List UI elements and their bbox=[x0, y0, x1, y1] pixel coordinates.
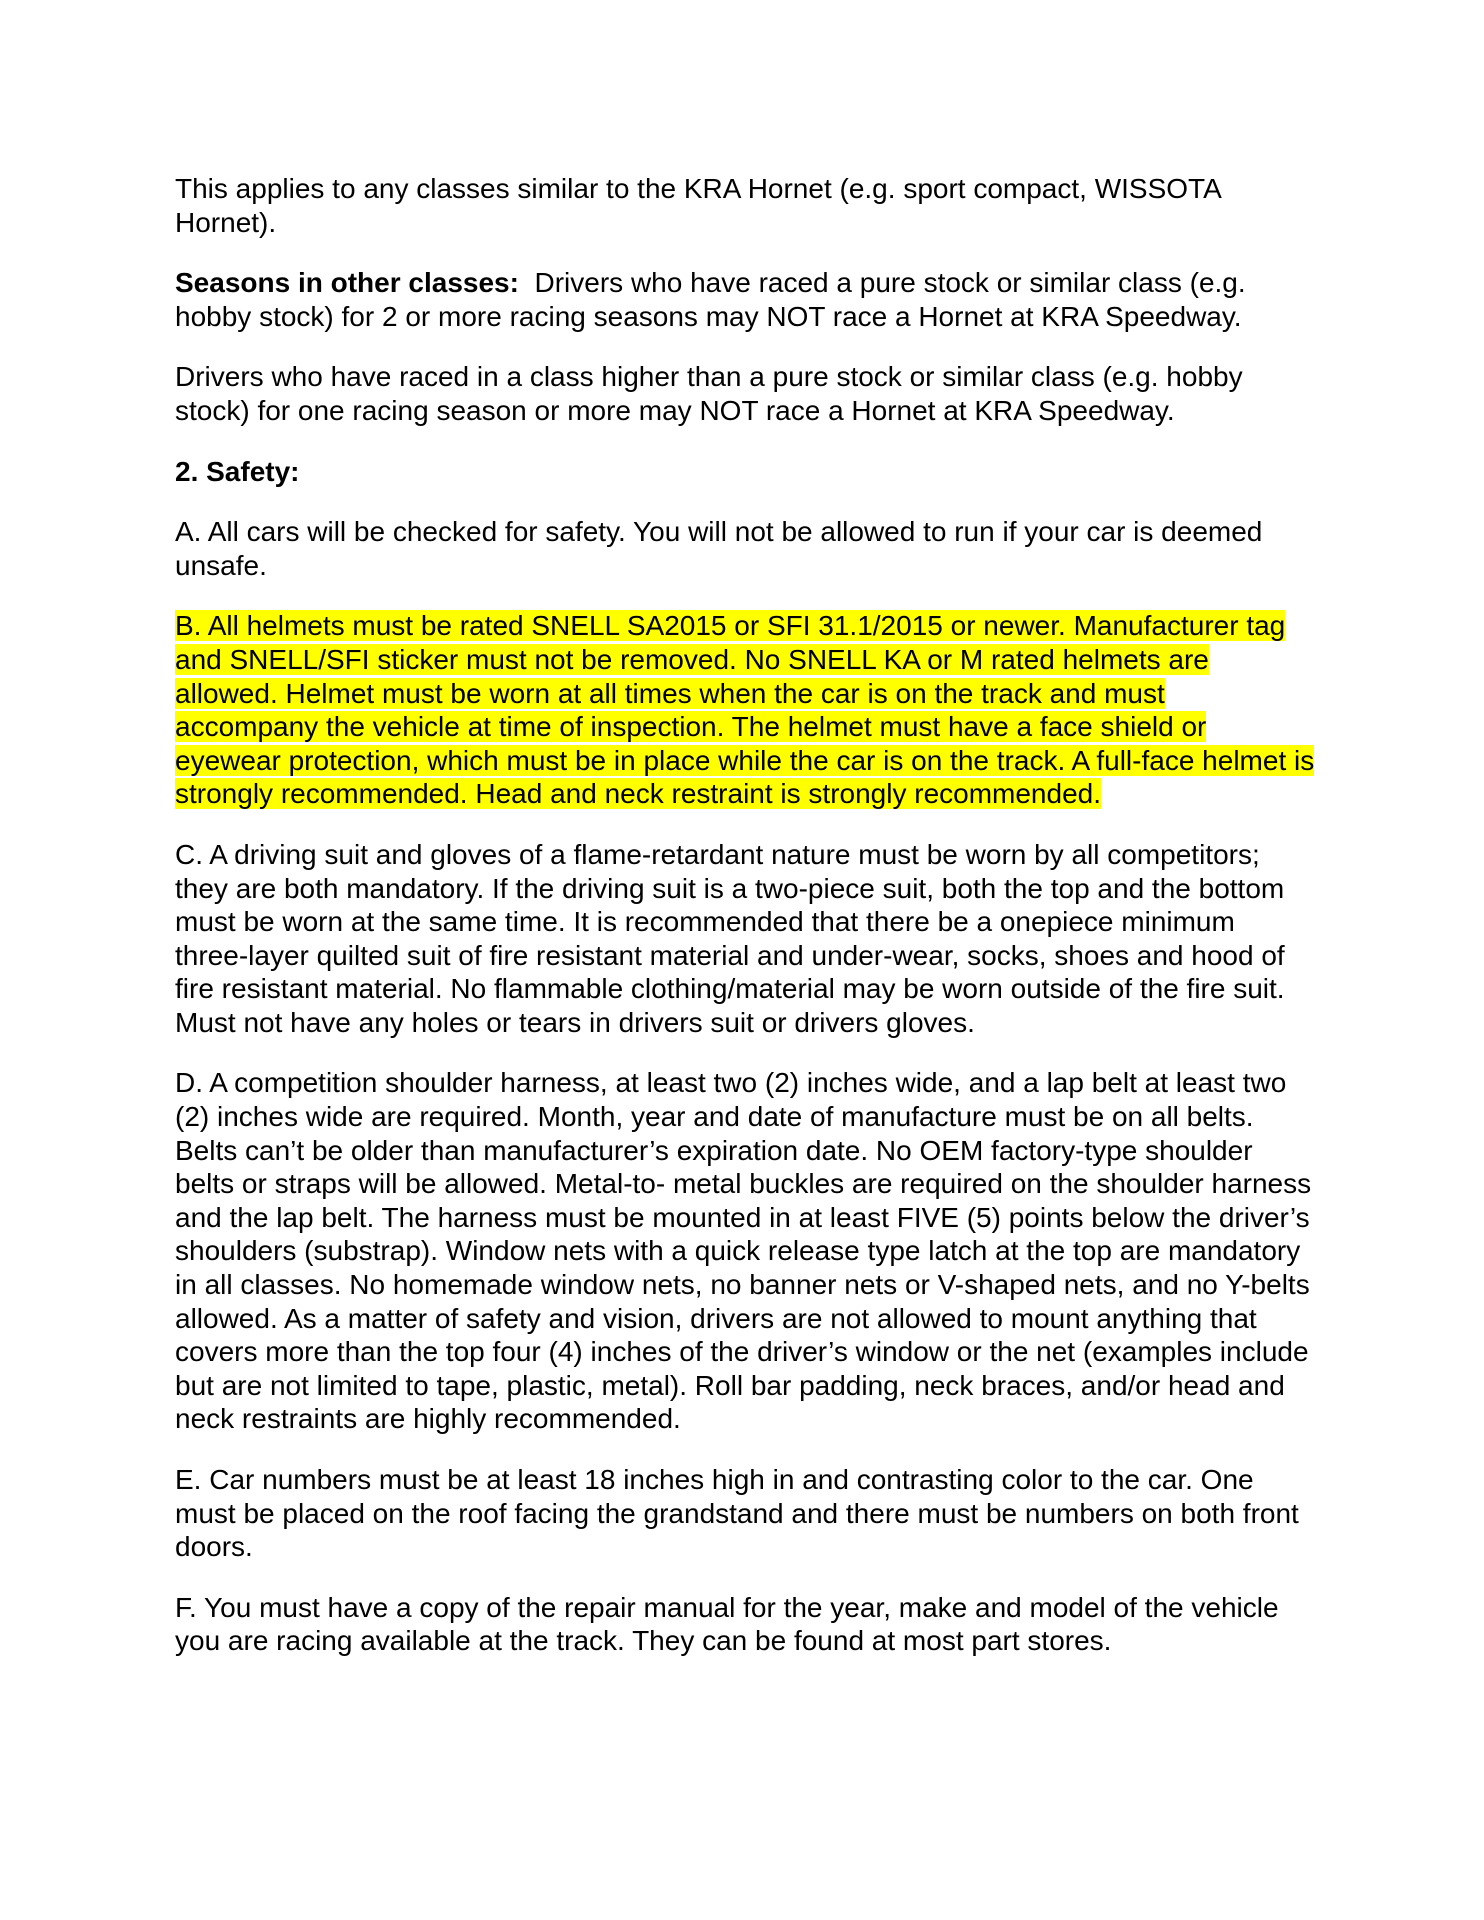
safety-item-a: A. All cars will be checked for safety. You will not be allowed to run if your car is deemed unsafe. bbox=[175, 516, 1263, 581]
seasons-paragraph bbox=[175, 266, 1315, 333]
safety-item-c: C. A driving suit and gloves of a flame-retardant nature must be worn by all competitors; they are both mandatory. If the driving suit is a two-piece suit, both the top and the bottom must be worn at the same time. It is recommended that there be a onepiece minimum three-layer quilted suit of fire resistant material and under-wear, socks, shoes and hood of fire resistant material. No flammable clothing/material may be worn outside of the fire suit. Must not have any holes or tears in drivers suit or drivers gloves. bbox=[175, 838, 1285, 1038]
safety-item-f: F. You must have a copy of the repair manual for the year, make and model of the vehicle you are racing available at the track. They can be found at most part stores. bbox=[175, 1591, 1279, 1657]
safety-item-b bbox=[175, 609, 1315, 811]
document-page bbox=[175, 172, 1315, 1685]
intro-paragraph: This applies to any classes similar to the KRA Hornet (e.g. sport compact, WISSOTA Hornet). bbox=[175, 173, 1221, 238]
safety-heading: 2. Safety: bbox=[175, 455, 300, 487]
seasons-text: Drivers who have raced a pure stock or similar class (e.g. hobby stock) for 2 or more racing seasons may NOT race a Hornet at KRA Speedway. bbox=[175, 267, 1246, 332]
seasons-label: Seasons in other classes: bbox=[175, 267, 519, 299]
safety-item-e: E. Car numbers must be at least 18 inches high in and contrasting color to the car. One must be placed on the roof facing the grandstand and there must be numbers on both front doors. bbox=[175, 1464, 1299, 1563]
higher-class-paragraph: Drivers who have raced in a class higher than a pure stock or similar class (e.g. hobby stock) for one racing season or more may NOT race a Hornet at KRA Speedway. bbox=[175, 361, 1243, 426]
safety-item-d: D. A competition shoulder harness, at least two (2) inches wide, and a lap belt at least two (2) inches wide are required. Month, year and date of manufacture must be on all belts. Belts can’t be older than manufacturer’s expiration date. No OEM factory-type shoulder belts or straps will be allowed. Metal-to- metal buckles are required on the shoulder harness and the lap belt. The harness must be mounted in at least FIVE (5) points below the driver’s shoulders (substrap). Window nets with a quick release type latch at the top are mandatory in all classes. No homemade window nets, no banner nets or V-shaped nets, and no Y-belts allowed. As a matter of safety and vision, drivers are not allowed to mount anything that covers more than the top four (4) inches of the driver’s window or the net (examples include but are not limited to tape, plastic, metal). Roll bar padding, neck braces, and/or head and neck restraints are highly recommended. bbox=[175, 1067, 1312, 1435]
helmet-highlighted-text: B. All helmets must be rated SNELL SA2015 or SFI 31.1/2015 or newer. Manufacturer tag and SNELL/SFI sticker must not be removed. No SNELL KA or M rated helmets are allowed. Helmet must be worn at all times when the car is on the track and must accompany the vehicle at time of inspection. The helmet must have a face shield or eyewear protection, which must be in place while the car is on the track. A full-face helmet is strongly recommended. Head and neck restraint is strongly recommended. bbox=[175, 610, 1315, 810]
